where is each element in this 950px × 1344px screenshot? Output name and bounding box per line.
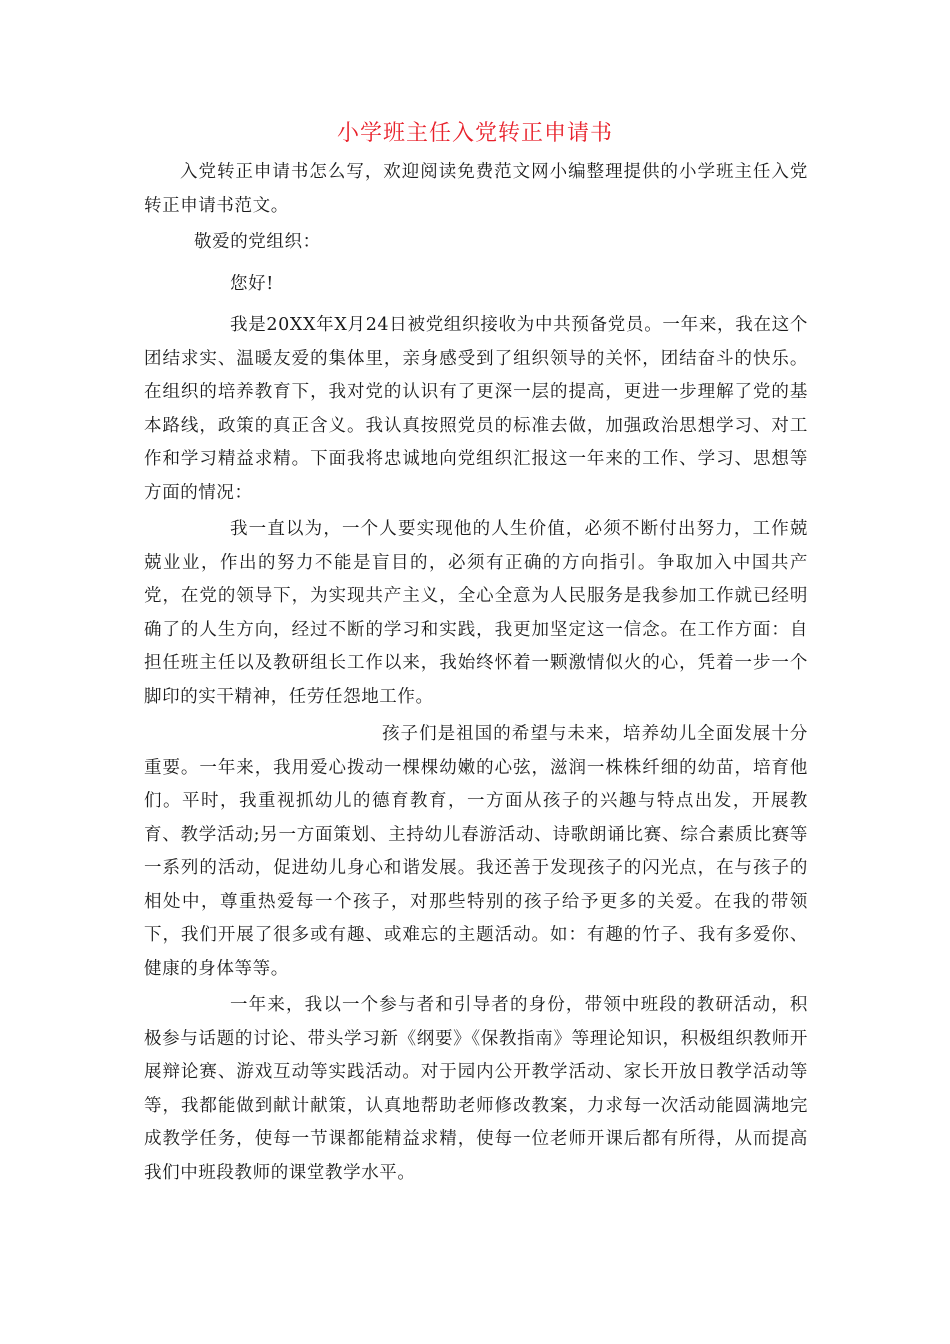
salutation: 敬爱的党组织： xyxy=(194,232,321,252)
body-paragraph-4: 一年来，我以一个参与者和引导者的身份，带领中班段的教研活动，积极参与话题的讨论、带头学习新《纲要》《保教指南》等理论知识，积极组织教师开展辩论赛、游戏互动等实践活动。对于园内公开教学活动、家长开放日教学活动等等，我都能做到献计献策，认真地帮助老师修改教案，力求每一次活动能圆满地完成教学任务，使每一节课都能精益求精，使每一位老师开课后都有所得，从而提高我们中班段教师的课堂教学水平。 xyxy=(144,995,808,1183)
document-title: 小学班主任入党转正申请书 xyxy=(336,121,613,146)
greeting: 您好! xyxy=(230,274,274,294)
body-paragraph-2: 我一直以为，一个人要实现他的人生价值，必须不断付出努力，工作兢兢业业，作出的努力不能是盲目的，必须有正确的方向指引。争取加入中国共产党，在党的领导下，为实现共产主义，全心全意为人民服务是我参加工作就已经明确了的人生方向，经过不断的学习和实践，我更加坚定这一信念。在工作方面：自担任班主任以及教研组长工作以来，我始终怀着一颗激情似火的心，凭着一步一个脚印的实干精神，任劳任怨地工作。 xyxy=(144,519,808,707)
intro-paragraph: 入党转正申请书怎么写，欢迎阅读免费范文网小编整理提供的小学班主任入党转正申请书范文。 xyxy=(144,162,808,216)
body-paragraph-3: 孩子们是祖国的希望与未来，培养幼儿全面发展十分重要。一年来，我用爱心拨动一棵棵幼嫩的心弦，滋润一株株纤细的幼苗，培育他们。平时，我重视抓幼儿的德育教育，一方面从孩子的兴趣与特点出发，开展教育、教学活动;另一方面策划、主持幼儿春游活动、诗歌朗诵比赛、综合素质比赛等一系列的活动，促进幼儿身心和谐发展。我还善于发现孩子的闪光点，在与孩子的相处中，尊重热爱每一个孩子，对那些特别的孩子给予更多的关爱。在我的带领下，我们开展了很多或有趣、或难忘的主题活动。如：有趣的竹子、我有多爱你、健康的身体等等。 xyxy=(144,724,808,979)
body-paragraph-1: 我是20XX年X月24日被党组织接收为中共预备党员。一年来，我在这个团结求实、温暖友爱的集体里，亲身感受到了组织领导的关怀，团结奋斗的快乐。在组织的培养教育下，我对党的认识有了更深一层的提高，更进一步理解了党的基本路线，政策的真正含义。我认真按照党员的标准去做，加强政治思想学习、对工作和学习精益求精。下面我将忠诚地向党组织汇报这一年来的工作、学习、思想等方面的情况： xyxy=(144,315,808,503)
